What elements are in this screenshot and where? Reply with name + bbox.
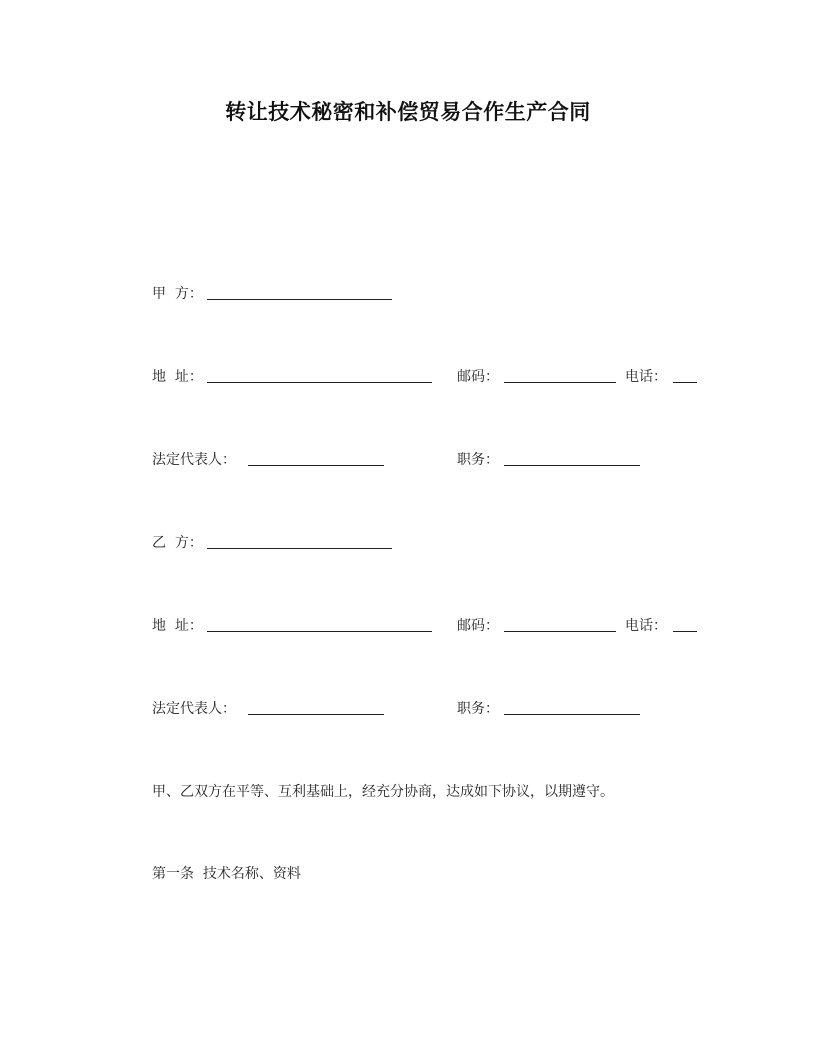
party-a-address-blank[interactable] <box>207 382 432 383</box>
party-a-representative-row <box>0 448 816 472</box>
party-a-legal-rep-blank[interactable] <box>248 465 384 466</box>
party-a-address-label: 地 址： <box>152 369 203 385</box>
party-a-position-blank[interactable] <box>504 465 640 466</box>
party-b-name-blank[interactable] <box>207 548 392 549</box>
party-b-row <box>0 531 816 555</box>
party-a-row <box>0 282 816 306</box>
document-title: 转让技术秘密和补偿贸易合作生产合同 <box>225 100 591 124</box>
party-a-name-blank[interactable] <box>207 299 392 300</box>
party-a-postcode-label: 邮码： <box>457 369 499 385</box>
party-b-representative-row <box>0 697 816 721</box>
party-a-position-label: 职务： <box>457 452 499 468</box>
preamble-paragraph: 甲、乙双方在平等、互利基础上，经充分协商，达成如下协议，以期遵守。 <box>152 784 614 800</box>
party-b-postcode-blank[interactable] <box>504 631 616 632</box>
party-a-postcode-blank[interactable] <box>504 382 616 383</box>
party-b-position-blank[interactable] <box>504 714 640 715</box>
party-a-label: 甲 方： <box>152 286 203 302</box>
party-b-address-blank[interactable] <box>207 631 432 632</box>
party-b-legal-rep-label: 法定代表人： <box>152 701 236 717</box>
party-a-legal-rep-label: 法定代表人： <box>152 452 236 468</box>
party-a-phone-label: 电话： <box>625 369 667 385</box>
party-b-postcode-label: 邮码： <box>457 618 499 634</box>
party-b-legal-rep-blank[interactable] <box>248 714 384 715</box>
party-b-position-label: 职务： <box>457 701 499 717</box>
article-1-heading: 第一条 技术名称、资料 <box>152 866 301 882</box>
party-a-address-row <box>0 365 816 389</box>
party-b-phone-blank[interactable] <box>673 631 697 632</box>
party-a-phone-blank[interactable] <box>673 382 697 383</box>
party-b-label: 乙 方： <box>152 535 203 551</box>
party-b-address-row <box>0 614 816 638</box>
party-b-address-label: 地 址： <box>152 618 203 634</box>
party-b-phone-label: 电话： <box>625 618 667 634</box>
